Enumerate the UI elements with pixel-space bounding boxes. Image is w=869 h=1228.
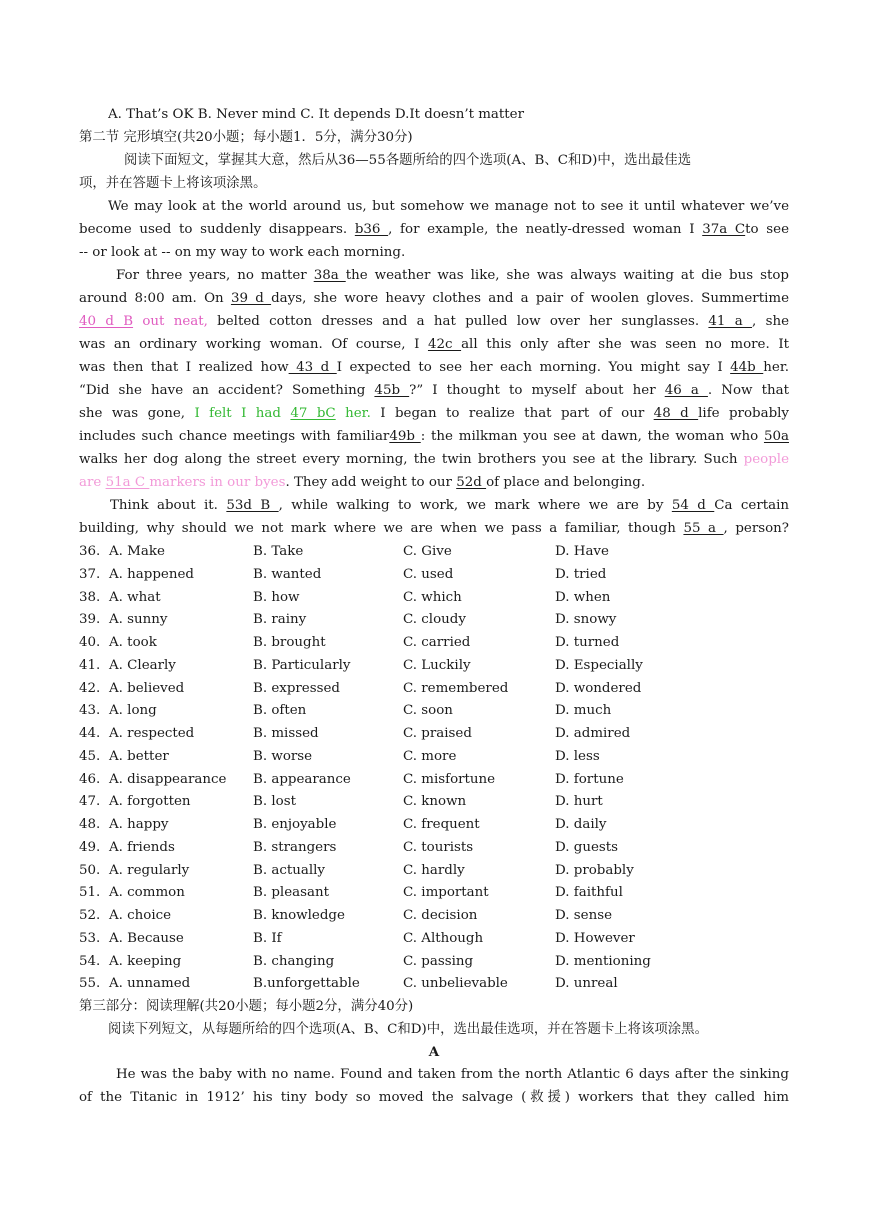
option-a: A. friends (109, 839, 175, 855)
option-d: D. much (555, 703, 612, 719)
option-c: C. frequent (403, 817, 480, 832)
option-a: A. respected (109, 726, 195, 741)
question-row (79, 609, 799, 632)
blank-40-answer: 40 d B (79, 314, 134, 329)
text: she was gone, (79, 406, 195, 421)
section-3-heading: 第三部分：阅读理解(共20小题；每小题2分，满分40分) (79, 999, 414, 1014)
blank-52-answer: 52d (456, 475, 487, 490)
highlighted-text: her. (335, 406, 371, 421)
option-a: A. Make (109, 544, 165, 559)
passage-p2-line7 (79, 403, 789, 426)
blank-42-answer: 42c (427, 337, 462, 352)
option-a: A. happy (109, 817, 169, 832)
option-d: D. probably (555, 862, 634, 878)
text: walks her dog along the street every morning, the twin brothers you see at the library. Such (79, 452, 744, 467)
text: the weather was like, she was always waiting at die bus stop (345, 268, 789, 283)
blank-41-answer: 41 a (708, 314, 753, 329)
option-d: D. admired (555, 726, 631, 741)
passage-a-line1: He was the baby with no name. Found and taken from the north Atlantic 6 days after the sinking (116, 1067, 789, 1082)
option-a: A. disappearance (109, 771, 227, 787)
question-row (79, 791, 799, 814)
text: days, she wore heavy clothes and a pair of woolen gloves. Summertime (271, 291, 789, 306)
option-b: B. pleasant (253, 885, 329, 901)
text: her. (763, 360, 789, 375)
option-b: B. knowledge (253, 908, 345, 923)
question-number: 36. (79, 544, 101, 559)
question-number: 46. (79, 771, 101, 787)
option-a: A. unnamed (109, 976, 191, 992)
question-row (79, 541, 799, 564)
option-a: A. long (109, 703, 157, 719)
highlighted-text: out neat, (133, 314, 208, 329)
option-c: C. tourists (403, 839, 474, 855)
blank-45-answer: 45b (374, 383, 410, 398)
option-a: A. keeping (109, 953, 182, 969)
option-d: D. guests (555, 839, 619, 855)
option-c: C. used (403, 566, 454, 582)
passage-p2-line3 (79, 311, 789, 334)
option-c: C. known (403, 794, 467, 810)
option-b: B. enjoyable (253, 817, 337, 832)
option-c: C. hardly (403, 862, 465, 878)
question-row (79, 632, 799, 655)
section-2-heading: 第二节 完形填空(共20小题；每小题1．5分，满分30分) (79, 130, 413, 145)
question-row (79, 860, 799, 883)
option-b: B. changing (253, 953, 335, 969)
option-a: A. Clearly (109, 657, 176, 673)
passage-p3-line2 (79, 518, 789, 541)
option-c: C. Although (403, 930, 484, 946)
question-number: 55. (79, 976, 101, 992)
blank-54-answer: 54 d (671, 498, 715, 513)
text: become used to suddenly disappears. (79, 222, 355, 237)
text: belted cotton dresses and a hat pulled low over her sunglasses. (207, 314, 709, 329)
option-c: C. passing (403, 953, 474, 969)
question-35-options: A. That’s OK B. Never mind C. It depends D.It doesn’t matter (108, 107, 524, 122)
option-c: C. remembered (403, 680, 509, 696)
text: Ca certain (714, 498, 789, 513)
question-number: 48. (79, 817, 101, 832)
question-row (79, 928, 799, 951)
highlighted-text: people (743, 452, 789, 467)
option-c: C. cloudy (403, 612, 466, 628)
option-d: D. Have (555, 544, 609, 559)
section-2-instruction-line2: 项，并在答题卡上将该项涂黑。 (79, 176, 267, 191)
question-row (79, 951, 799, 974)
option-c: C. carried (403, 635, 471, 650)
passage-p1-line2 (79, 219, 789, 242)
option-d: D. faithful (555, 885, 623, 901)
passage-p2-line6 (79, 380, 789, 403)
option-c: C. misfortune (403, 771, 496, 787)
question-row (79, 587, 799, 610)
option-b: B. actually (253, 862, 325, 878)
option-b: B. strangers (253, 839, 337, 855)
option-b: B. rainy (253, 612, 307, 628)
question-number: 38. (79, 589, 101, 605)
option-b: B. missed (253, 726, 319, 741)
option-d: D. fortune (555, 771, 624, 787)
option-b: B. expressed (253, 680, 340, 696)
question-row (79, 723, 799, 746)
question-number: 41. (79, 657, 101, 673)
option-d: D. hurt (555, 794, 603, 810)
text: For three years, no matter (116, 268, 314, 283)
blank-46-answer: 46 a (664, 383, 708, 398)
question-number: 40. (79, 635, 101, 650)
option-d: D. daily (555, 817, 607, 832)
text: Think about it. (110, 498, 227, 513)
question-number: 54. (79, 953, 101, 969)
blank-48-answer: 48 d (653, 406, 699, 421)
text: : the milkman you see at dawn, the woman who (420, 429, 764, 444)
option-c: C. more (403, 748, 457, 764)
text: , while walking to work, we mark where we are by (278, 498, 672, 513)
text: . They add weight to our (285, 475, 457, 490)
question-number: 37. (79, 566, 101, 582)
question-number: 52. (79, 908, 101, 923)
passage-p2-line10 (79, 472, 789, 495)
text: of place and belonging. (486, 475, 646, 490)
passage-a-line2: of the Titanic in 1912’ his tiny body so moved the salvage (救援) workers that they called him (79, 1090, 789, 1105)
passage-p2-line4 (79, 334, 789, 357)
highlighted-text: are (79, 475, 106, 490)
option-d: D. However (555, 930, 635, 946)
option-c: C. soon (403, 703, 453, 719)
option-a: A. choice (109, 908, 172, 923)
highlighted-text: markers in our byes (149, 475, 286, 490)
question-row (79, 655, 799, 678)
passage-p2-line1 (116, 265, 789, 288)
blank-39-answer: 39 d (230, 291, 272, 306)
text: around 8:00 am. On (79, 291, 231, 306)
question-row (79, 564, 799, 587)
option-d: D. less (555, 748, 600, 764)
option-c: C. praised (403, 726, 472, 741)
blank-51-answer: 51a C (105, 475, 150, 490)
passage-p3-line1 (110, 495, 789, 518)
option-b: B. brought (253, 635, 326, 650)
option-d: D. tried (555, 566, 607, 582)
question-number: 44. (79, 726, 101, 741)
text: all this only after she was seen no more. It (461, 337, 789, 352)
option-b: B. lost (253, 794, 296, 810)
blank-43-answer: 43 d (288, 360, 337, 375)
option-c: C. decision (403, 908, 478, 923)
text: building, why should we not mark where we are when we pass a familiar, though (79, 521, 684, 536)
question-number: 43. (79, 703, 101, 719)
option-d: D. sense (555, 908, 612, 923)
text: I began to realize that part of our (370, 406, 654, 421)
option-a: A. happened (109, 566, 194, 582)
option-c: C. important (403, 885, 489, 901)
passage-p2-line2 (79, 288, 789, 311)
passage-p1-line3: -- or look at -- on my way to work each morning. (79, 245, 406, 260)
question-row (79, 973, 799, 996)
blank-36-answer: b36 (354, 222, 389, 237)
option-b: B. often (253, 703, 307, 719)
option-a: A. better (109, 748, 169, 764)
blank-38-answer: 38a (313, 268, 346, 283)
question-row (79, 769, 799, 792)
option-d: D. wondered (555, 680, 642, 696)
option-d: D. unreal (555, 976, 618, 992)
question-number: 50. (79, 862, 101, 878)
blank-44-answer: 44b (730, 360, 764, 375)
question-row (79, 700, 799, 723)
option-b: B. Particularly (253, 657, 351, 673)
question-number: 53. (79, 930, 101, 946)
option-a: A. took (109, 635, 157, 650)
option-d: D. mentioning (555, 953, 651, 969)
option-b: B. wanted (253, 566, 322, 582)
section-2-instruction-line1: 阅读下面短文，掌握其大意，然后从36—55各题所给的四个选项(A、B、C和D)中，选出最佳选 (124, 153, 692, 168)
text: to see (745, 222, 789, 237)
highlighted-text: I felt I had (194, 406, 291, 421)
question-row (79, 882, 799, 905)
text: ?” I thought to myself about her (409, 383, 665, 398)
question-number: 39. (79, 612, 101, 628)
option-a: A. believed (109, 680, 185, 696)
text: “Did she have an accident? Something (79, 383, 375, 398)
section-3-instruction: 阅读下列短文，从每题所给的四个选项(A、B、C和D)中，选出最佳选项，并在答题卡上将该项涂黑。 (108, 1022, 708, 1037)
question-row (79, 746, 799, 769)
option-d: D. snowy (555, 612, 617, 628)
passage-a-letter: A (428, 1044, 440, 1060)
passage-p1-line1: We may look at the world around us, but somehow we manage not to see it until whatever we’ve (108, 199, 789, 214)
question-row (79, 814, 799, 837)
question-number: 49. (79, 839, 101, 855)
option-b: B. worse (253, 748, 313, 764)
option-b: B. Take (253, 544, 304, 559)
text: , person? (723, 521, 789, 536)
option-a: A. regularly (109, 862, 190, 878)
text: was then that I realized how (79, 360, 289, 375)
option-a: A. Because (109, 930, 184, 946)
blank-53-answer: 53d B (226, 498, 279, 513)
question-row (79, 837, 799, 860)
text: , she (752, 314, 789, 329)
question-number: 42. (79, 680, 101, 696)
text: , for example, the neatly-dressed woman I (388, 222, 703, 237)
blank-50-answer: 50a (763, 429, 789, 444)
passage-p2-line8 (79, 426, 789, 449)
passage-p2-line5 (79, 357, 789, 380)
option-b: B. appearance (253, 771, 351, 787)
option-b: B. If (253, 930, 282, 946)
option-a: A. what (109, 589, 161, 605)
option-d: D. Especially (555, 657, 643, 673)
option-a: A. sunny (109, 612, 168, 628)
blank-49-answer: 49b (389, 429, 421, 444)
option-d: D. turned (555, 635, 620, 650)
blank-37-answer: 37a C (702, 222, 746, 237)
text: I expected to see her each morning. You might say I (336, 360, 731, 375)
text: life probably (698, 406, 789, 421)
blank-55-answer: 55 a (683, 521, 724, 536)
option-c: C. Luckily (403, 657, 471, 673)
text: includes such chance meetings with familiar (79, 429, 390, 444)
question-number: 45. (79, 748, 101, 764)
option-b: B.unforgettable (253, 976, 360, 992)
option-b: B. how (253, 589, 300, 605)
option-c: C. unbelievable (403, 976, 508, 992)
question-number: 51. (79, 885, 101, 901)
blank-47-answer: 47 bC (290, 406, 336, 421)
question-number: 47. (79, 794, 101, 810)
question-row (79, 678, 799, 701)
text: . Now that (707, 383, 789, 398)
question-row (79, 905, 799, 928)
option-c: C. which (403, 589, 462, 605)
option-a: A. common (109, 885, 185, 901)
option-a: A. forgotten (109, 794, 191, 810)
option-d: D. when (555, 589, 611, 605)
passage-p2-line9 (79, 449, 789, 472)
text: was an ordinary working woman. Of course, I (79, 337, 428, 352)
option-c: C. Give (403, 544, 452, 559)
